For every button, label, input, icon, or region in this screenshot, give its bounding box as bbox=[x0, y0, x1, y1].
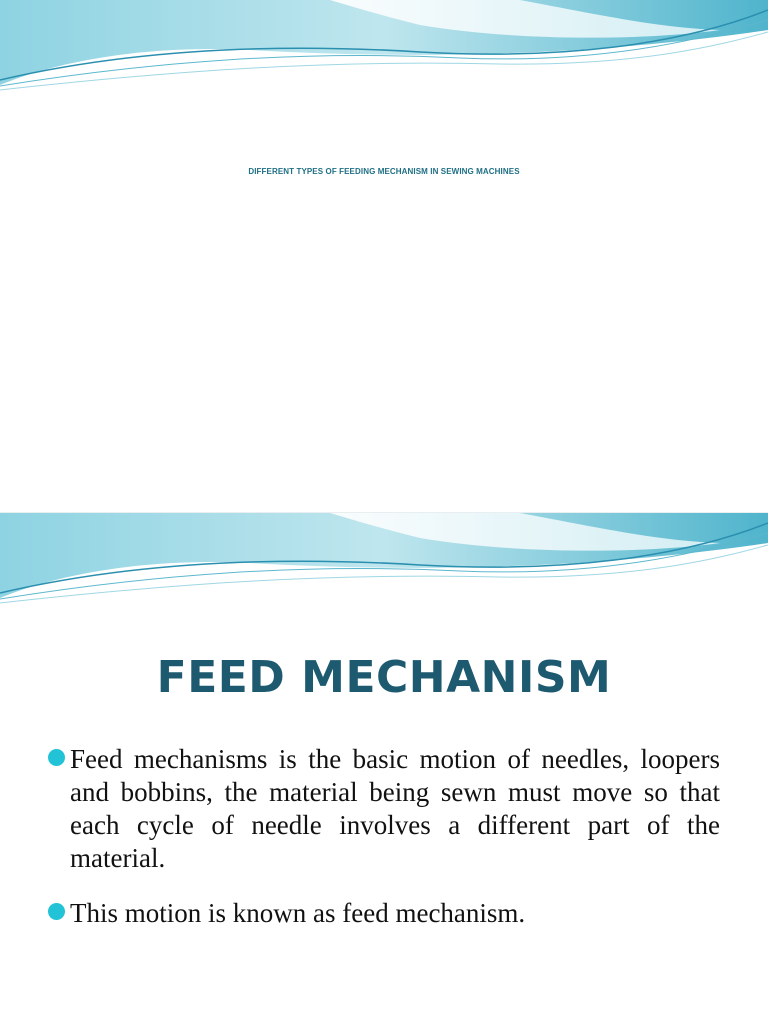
wave-decoration bbox=[0, 0, 768, 110]
slide-1 bbox=[0, 0, 768, 512]
bullet-dot-icon bbox=[48, 903, 65, 920]
bullet-text: This motion is known as feed mechanism. bbox=[70, 898, 526, 928]
bullet-dot-icon bbox=[48, 749, 65, 766]
list-item bbox=[40, 897, 720, 930]
slide-heading: FEED MECHANISM bbox=[156, 652, 612, 703]
list-item bbox=[40, 743, 720, 875]
bullet-text: Feed mechanisms is the basic motion of needles, loopers and bobbins, the material being sewn must move so that each cycle of needle involves a different part of the material. bbox=[70, 744, 720, 873]
wave-decoration bbox=[0, 513, 768, 623]
slide-title: DIFFERENT TYPES OF FEEDING MECHANISM IN SEWING MACHINES bbox=[248, 167, 520, 176]
bullet-list bbox=[40, 743, 720, 952]
